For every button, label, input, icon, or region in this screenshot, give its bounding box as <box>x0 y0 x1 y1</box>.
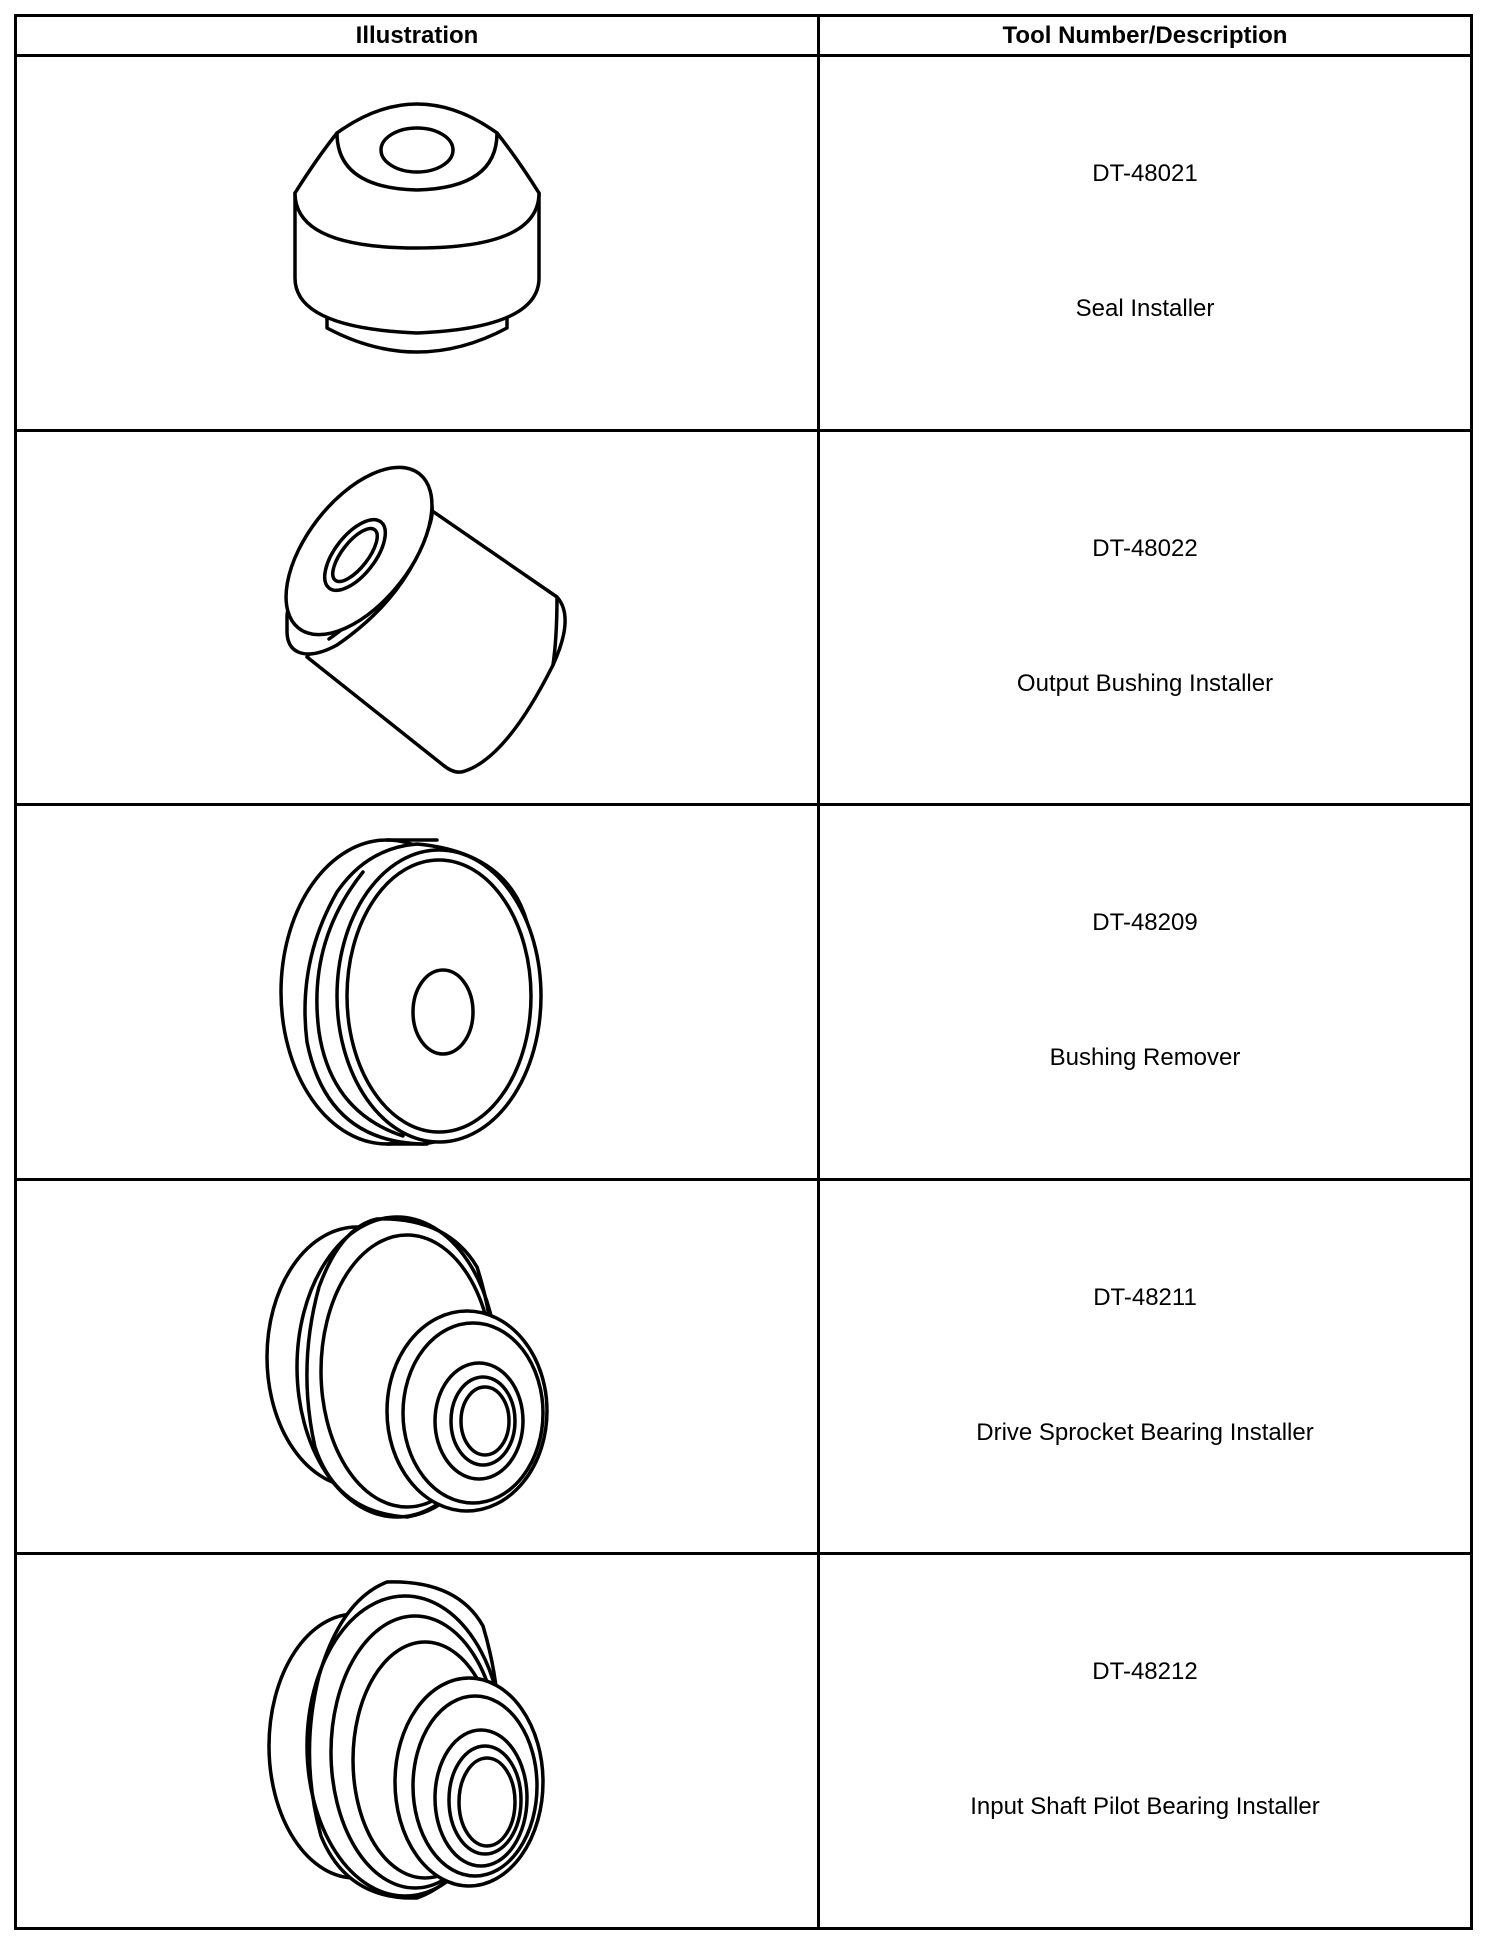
header-illustration: Illustration <box>16 16 819 56</box>
table-row <box>16 1179 1472 1554</box>
illustration-cell <box>16 1179 819 1554</box>
tool-number: DT-48212 <box>1092 1658 1198 1686</box>
seal-installer-illustration <box>287 98 547 388</box>
tool-description: Bushing Remover <box>1049 1044 1241 1072</box>
description-cell <box>819 430 1472 805</box>
tool-description: Seal Installer <box>1075 295 1215 322</box>
description-cell <box>819 56 1472 431</box>
table-row <box>16 56 1472 431</box>
output-bushing-installer-illustration <box>257 457 577 777</box>
special-tools-table <box>14 14 1473 1930</box>
tool-number: DT-48021 <box>1092 160 1198 187</box>
table-header-row <box>16 16 1472 56</box>
tool-description: Drive Sprocket Bearing Installer <box>976 1418 1314 1446</box>
tool-number: DT-48209 <box>1092 909 1198 937</box>
illustration-cell <box>16 1554 819 1929</box>
description-cell <box>819 805 1472 1180</box>
header-tool-number-description: Tool Number/Description <box>819 16 1472 56</box>
drive-sprocket-bearing-installer-illustration <box>257 1207 577 1527</box>
illustration-cell <box>16 56 819 431</box>
tool-description: Output Bushing Installer <box>1016 669 1274 697</box>
input-shaft-pilot-bearing-installer-illustration <box>257 1576 577 1906</box>
illustration-cell <box>16 805 819 1180</box>
tool-number: DT-48211 <box>1093 1283 1197 1311</box>
description-cell <box>819 1179 1472 1554</box>
illustration-cell <box>16 430 819 805</box>
tool-number: DT-48022 <box>1092 534 1198 562</box>
description-cell <box>819 1554 1472 1929</box>
bushing-remover-illustration <box>267 832 567 1152</box>
tool-description: Input Shaft Pilot Bearing Installer <box>970 1793 1320 1821</box>
table-row <box>16 1554 1472 1929</box>
table-row <box>16 430 1472 805</box>
table-row <box>16 805 1472 1180</box>
